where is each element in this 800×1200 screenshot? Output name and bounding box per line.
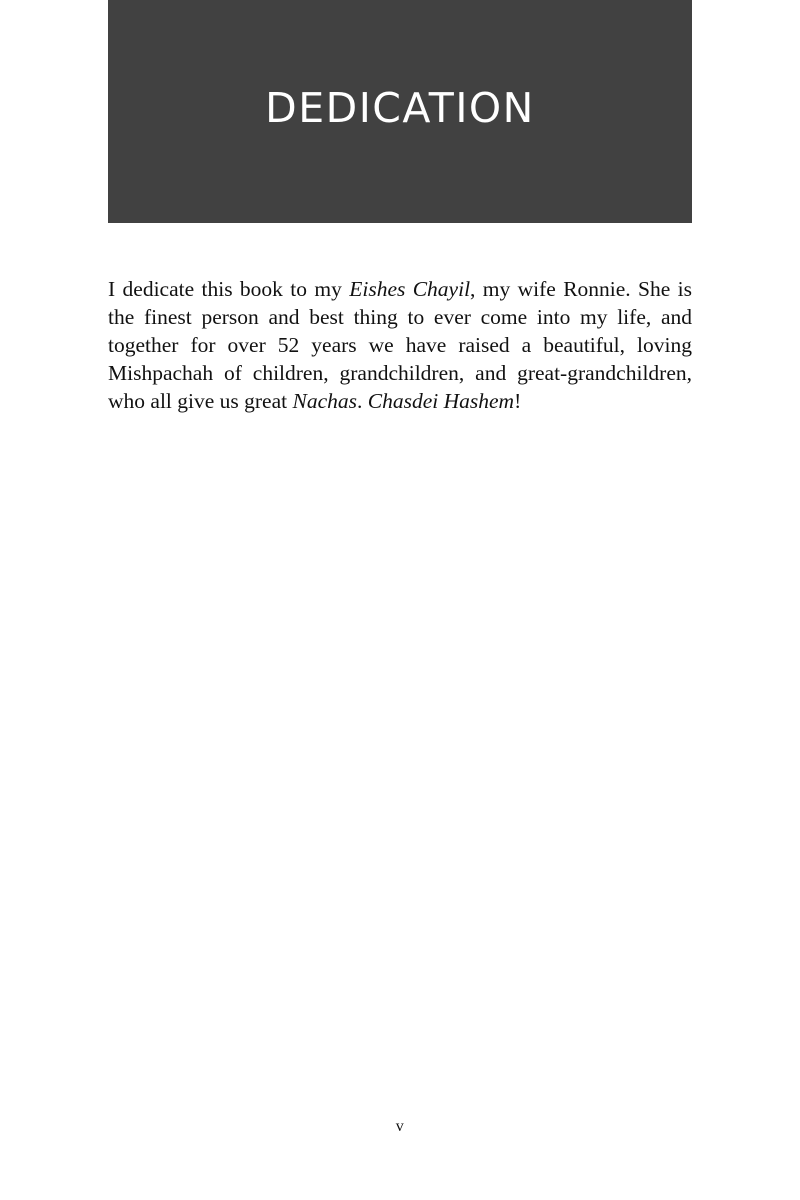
- dedication-paragraph: [108, 275, 692, 416]
- dedication-text-part-3: .: [357, 389, 368, 414]
- dedication-italic-chasdei-hashem: Chasdei Hashem: [367, 389, 515, 414]
- page-number: v: [395, 1118, 405, 1135]
- dedication-italic-eishes-chayil: Eishes Chayil: [349, 276, 471, 301]
- dedication-text-part-2: , my wife Ronnie. She is the finest person and best thing to ever come into my life, and together for over 52 years we have raised a beautiful, loving Mishpachah of children, grandchildren, and great-grandchildren, who all give us great: [108, 276, 692, 414]
- page-title: DEDICATION: [265, 84, 535, 132]
- dedication-text-part-4: !: [514, 389, 522, 414]
- dedication-italic-nachas: Nachas: [292, 389, 357, 414]
- dedication-text-part-1: I dedicate this book to my: [108, 276, 350, 301]
- dedication-banner: [108, 0, 692, 223]
